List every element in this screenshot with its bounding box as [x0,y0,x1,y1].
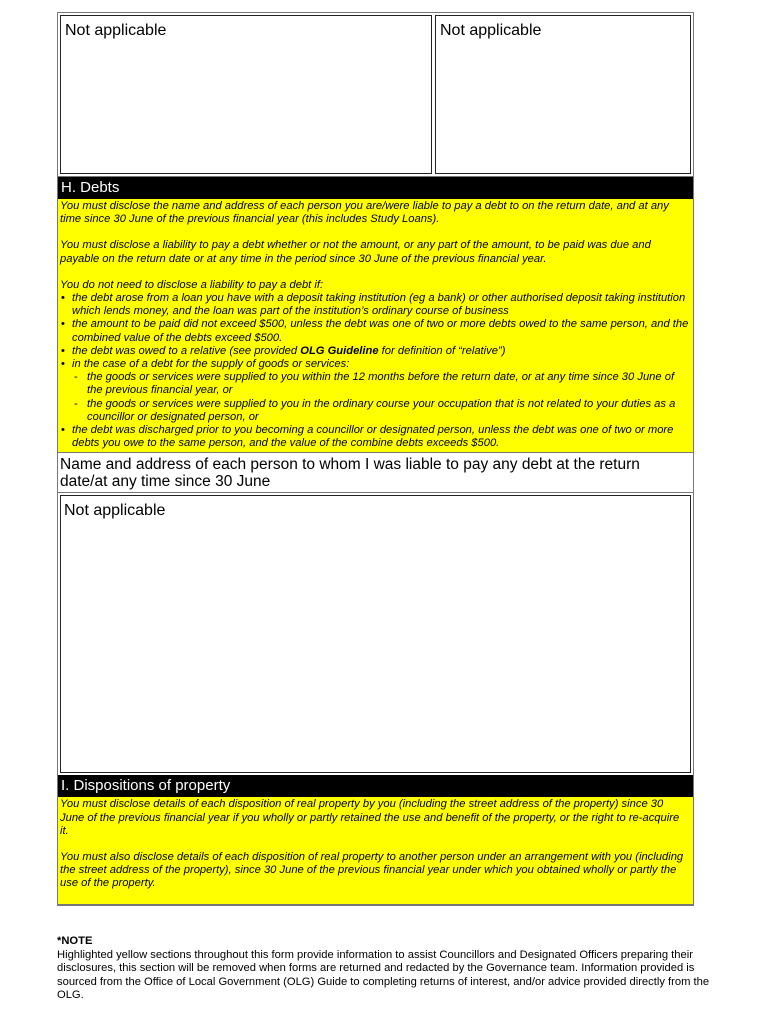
list-item: • the debt was discharged prior to you becoming a councillor or designated person, unless the debt was one of two or more debts you owe to the same person, and the value of the combine debts exceeds $500. [61,424,674,450]
olg-guideline-reference: OLG Guideline [300,344,379,357]
bullet-icon: • [61,292,65,305]
bullet-icon: • [61,424,65,437]
debts-answer-field[interactable] [60,495,691,773]
note-text: Highlighted yellow sections throughout this form provide information to assist Councillors and Designated Officers preparing their disclosures, this section will be removed when forms are returned and redacted by the Governance team. Information provided is sourced from the Office of Local Government (OLG) Guide to completing returns of interest, and/or advice provided directly from the OLG. [57,948,710,1001]
previous-right-value: Not applicable [440,22,542,39]
note-title: *NOTE [57,935,93,947]
section-h-guidance [58,199,693,453]
list-item: • the debt arose from a loan you have with a deposit taking institution (eg a bank) or other authorised deposit taking institution which lends money, and the loan was part of the institution’s ordinary course of business [61,292,686,318]
debts-guidance-para-1: You must disclose the name and address of each person you are/were liable to pay a debt to on the return date, and at any time since 30 June of the previous financial year (this includes Study Loans). [60,200,669,226]
debts-answer-value: Not applicable [64,502,166,520]
bullet-icon: • [61,344,65,357]
previous-left-value: Not applicable [65,22,167,39]
previous-section-row [58,13,693,177]
previous-left-field[interactable] [60,15,432,174]
bullet-icon: • [61,358,65,371]
list-item: • the debt was owed to a relative (see provided OLG Guideline for definition of “relative”) [61,344,506,357]
list-item: • the amount to be paid did not exceed $500, unless the debt was one of two or more debts owed to the same person, and the combined value of the debts exceed $500. [61,318,689,344]
footer-note [57,935,722,1003]
form-table [57,12,694,906]
dash-icon: - [74,371,78,384]
debts-exemptions-list [60,292,690,450]
bullet-icon: • [61,318,65,331]
dispositions-guidance-para-2: You must also disclose details of each disposition of real property to another person under an arrangement with you (including the street address of the property), since 30 June of the previous financial year under which you obtained wholly or partly the use of the property. [60,851,684,890]
debts-question-label: Name and address of each person to whom I was liable to pay any debt at the return date/at any time since 30 June [58,453,693,493]
list-item: • in the case of a debt for the supply of goods or services: [61,358,350,371]
section-i-guidance [58,797,693,904]
previous-right-field[interactable] [435,15,691,174]
section-i-heading: I. Dispositions of property [58,775,693,797]
dispositions-guidance-para-1: You must disclose details of each disposition of real property by you (including the street address of the property) since 30 June of the previous financial year if you wholly or partly retained the use and benefit of the property, or the right to re-acquire it. [60,798,680,837]
debts-guidance-para-2: You must disclose a liability to pay a debt whether or not the amount, or any part of the amount, to be paid was due and payable on the return date or at any time in the period since 30 June of the previous financial year. [60,239,651,265]
list-item: - the goods or services were supplied to you in the ordinary course your occupation that is not related to your duties as a councillor or designated person, or [74,397,676,423]
dash-icon: - [74,397,78,410]
disclosure-form [57,12,694,906]
debts-exemptions-intro: You do not need to disclose a liability to pay a debt if: [60,278,324,291]
section-h-heading: H. Debts [58,177,693,199]
list-item: - the goods or services were supplied to you within the 12 months before the return date, or at any time since 30 June of the previous financial year, or [74,371,675,397]
